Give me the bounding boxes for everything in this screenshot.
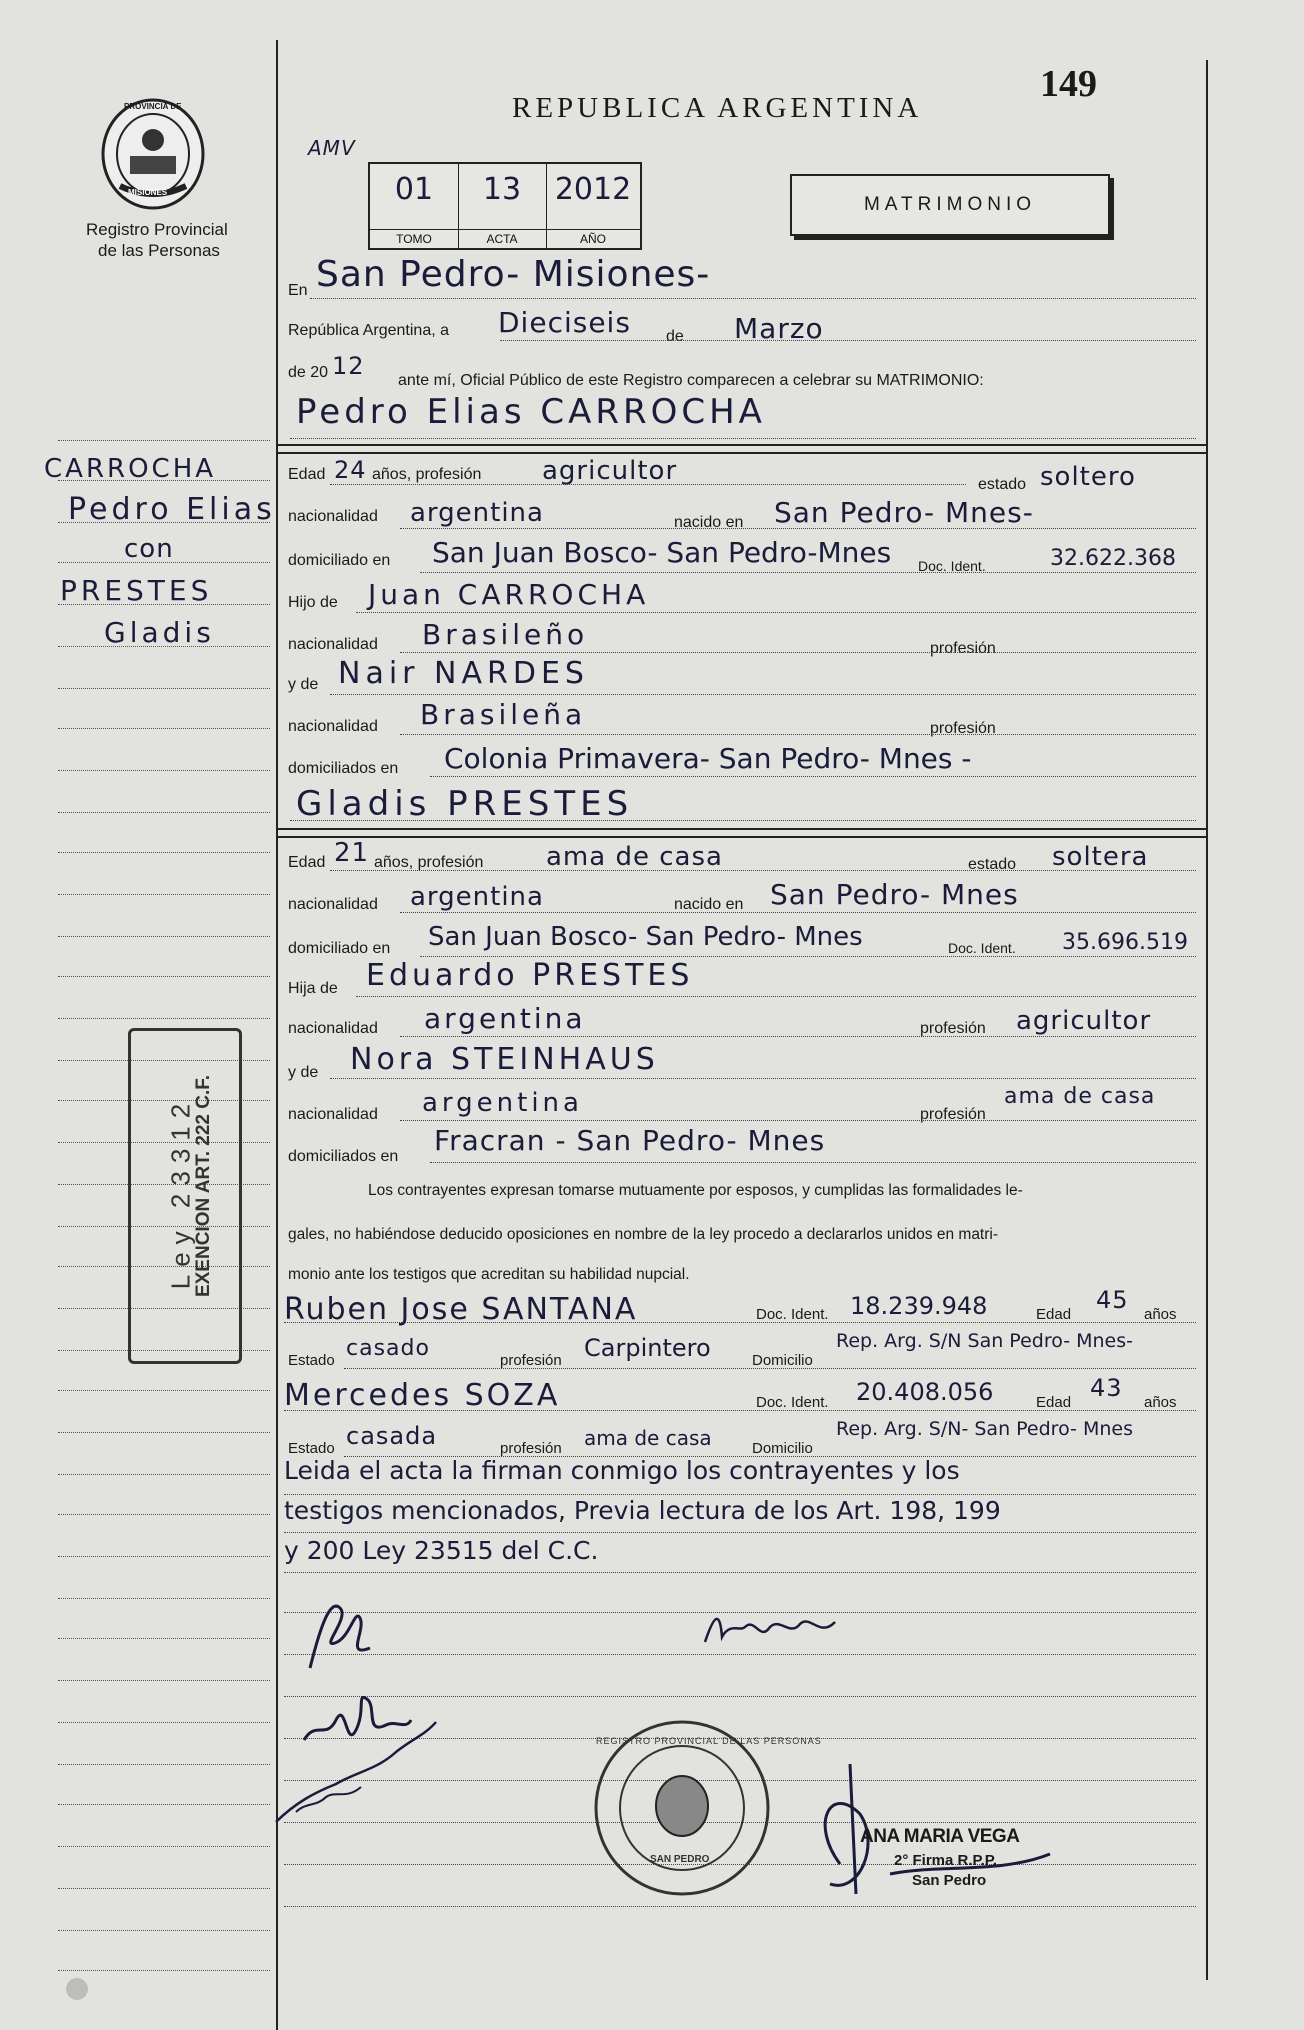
right-border	[1206, 60, 1208, 1980]
groom-mother-nationality: Brasileña	[420, 698, 587, 731]
bride-doc: 35.696.519	[1062, 930, 1188, 955]
groom-mother-nac-label: nacionalidad	[288, 718, 378, 735]
bride-nationality: argentina	[410, 882, 544, 912]
witness2-estado-label: Estado	[288, 1440, 335, 1457]
tomo-value: 01	[394, 172, 434, 207]
day-value: Dieciseis	[498, 306, 631, 339]
witness2-status: casada	[346, 1422, 438, 1450]
seal-bottom-text: MISIONES	[128, 188, 168, 197]
bride-address: San Juan Bosco- San Pedro- Mnes	[428, 922, 863, 952]
seal-top-text: PROVINCIA DE	[124, 102, 182, 111]
witness1-prof-label: profesión	[500, 1352, 562, 1369]
record-type-box	[790, 174, 1110, 236]
anio-label: AÑO	[546, 229, 640, 248]
margin-bride-surname: PRESTES	[60, 574, 213, 607]
republica-label: República Argentina, a	[288, 322, 449, 339]
witness2-address: Rep. Arg. S/N- San Pedro- Mnes	[836, 1418, 1133, 1440]
margin-groom-surname: CARROCHA	[44, 454, 217, 484]
punch-hole	[66, 1978, 88, 2000]
witness1-doc: 18.239.948	[850, 1292, 988, 1320]
witness2-edad-label: Edad	[1036, 1394, 1072, 1411]
witness1-address: Rep. Arg. S/N San Pedro- Mnes-	[836, 1330, 1133, 1352]
stamp-law: Ley 23312	[165, 1095, 196, 1290]
witness1-dom-label: Domicilio	[752, 1352, 813, 1369]
witness2-profession: ama de casa	[584, 1426, 712, 1450]
groom-doc-label: Doc. Ident.	[918, 558, 986, 574]
registry-name-line2: de las Personas	[98, 241, 220, 260]
exemption-stamp	[128, 1028, 242, 1364]
witness2-anos-label: años	[1144, 1394, 1177, 1411]
witness1-status: casado	[346, 1336, 430, 1361]
groom-profesion-label: años, profesión	[372, 466, 482, 483]
bride-father-profession: agricultor	[1016, 1006, 1152, 1036]
groom-mother-prof-label: profesión	[930, 720, 996, 737]
bride-father-prof-label: profesión	[920, 1020, 986, 1037]
bride-nacido-label: nacido en	[674, 896, 744, 913]
witness2-age: 43	[1090, 1374, 1123, 1402]
bride-signature-icon	[700, 1602, 840, 1652]
groom-hijo-label: Hijo de	[288, 594, 338, 611]
bride-domicilio-label: domiciliado en	[288, 940, 391, 957]
official-name: ANA MARIA VEGA	[860, 1826, 1020, 1847]
witness2-dom-label: Domicilio	[752, 1440, 813, 1457]
stamp-exemption: EXENCION ART. 222 C.F.	[193, 1074, 214, 1298]
tomo-label: TOMO	[370, 229, 458, 248]
witness2-prof-label: profesión	[500, 1440, 562, 1457]
margin-bride-name: Gladis	[104, 616, 215, 649]
bride-yde-label: y de	[288, 1064, 319, 1081]
groom-parents-dom-label: domiciliados en	[288, 760, 399, 777]
page-number: 149	[1040, 63, 1097, 105]
closing-line2: testigos mencionados, Previa lectura de los Art. 198, 199	[284, 1496, 1001, 1525]
round-seal-bottom: SAN PEDRO	[650, 1854, 710, 1865]
closing-line1: Leida el acta la firman conmigo los contrayentes y los	[284, 1456, 960, 1485]
witness1-anos-label: años	[1144, 1306, 1177, 1323]
groom-profession: agricultor	[542, 456, 678, 486]
record-type: MATRIMONIO	[863, 194, 1037, 215]
year-prefix: de 20	[288, 364, 329, 381]
bride-mother-profession: ama de casa	[1004, 1084, 1156, 1109]
bride-parents-address: Fracran - San Pedro- Mnes	[434, 1124, 826, 1157]
groom-father-nationality: Brasileño	[422, 618, 589, 651]
groom-nacido-label: nacido en	[674, 514, 744, 531]
bride-father-nationality: argentina	[424, 1002, 586, 1035]
anio-value: 2012	[554, 172, 632, 207]
bride-profesion-label: años, profesión	[374, 854, 484, 871]
witness2-signature-icon	[266, 1712, 446, 1832]
groom-yde-label: y de	[288, 676, 319, 693]
groom-estado-label: estado	[978, 476, 1027, 493]
groom-parents-address: Colonia Primavera- San Pedro- Mnes -	[444, 742, 972, 775]
republic-heading: REPUBLICA ARGENTINA	[512, 92, 923, 124]
bride-mother: Nora STEINHAUS	[350, 1042, 659, 1077]
closing-line3: y 200 Ley 23515 del C.C.	[284, 1536, 599, 1565]
witness1-age: 45	[1096, 1286, 1129, 1314]
bride-mother-nac-label: nacionalidad	[288, 1106, 378, 1123]
bride-father: Eduardo PRESTES	[366, 958, 694, 993]
groom-marital-status: soltero	[1040, 462, 1136, 492]
witness2-doc: 20.408.056	[856, 1378, 994, 1406]
official-title: 2° Firma R.P.P.	[894, 1852, 998, 1869]
bride-full-name: Gladis PRESTES	[296, 784, 634, 824]
ante-text: ante mí, Oficial Público de este Registro comparecen a celebrar su MATRIMONIO:	[398, 372, 984, 389]
de-label-month: de	[666, 328, 684, 345]
groom-nacionalidad-label: nacionalidad	[288, 508, 378, 525]
groom-age: 24	[334, 456, 367, 484]
groom-signature-icon	[300, 1588, 380, 1678]
clerk-initials: AMV	[308, 136, 356, 160]
place-value: San Pedro- Misiones-	[316, 254, 711, 295]
bride-parents-dom-label: domiciliados en	[288, 1148, 399, 1165]
witness1-edad-label: Edad	[1036, 1306, 1072, 1323]
bride-edad-label: Edad	[288, 854, 326, 871]
margin-con: con	[124, 534, 174, 564]
declaration-line3: monio ante los testigos que acreditan su habilidad nupcial.	[288, 1266, 690, 1283]
bride-hija-label: Hija de	[288, 980, 338, 997]
witness1-profession: Carpintero	[584, 1334, 711, 1362]
registry-name-line1: Registro Provincial	[86, 220, 228, 239]
bride-father-nac-label: nacionalidad	[288, 1020, 378, 1037]
round-seal-outer: REGISTRO PROVINCIAL DE LAS PERSONAS	[596, 1736, 822, 1746]
groom-father-nac-label: nacionalidad	[288, 636, 378, 653]
groom-doc: 32.622.368	[1050, 546, 1176, 571]
groom-full-name: Pedro Elias CARROCHA	[296, 392, 766, 432]
declaration-line2: gales, no habiéndose deducido oposiciones en nombre de la ley procedo a declararlos unidos en matri-	[288, 1226, 999, 1243]
groom-father: Juan CARROCHA	[368, 578, 650, 611]
groom-father-prof-label: profesión	[930, 640, 996, 657]
bride-profession: ama de casa	[546, 842, 723, 872]
bride-marital-status: soltera	[1052, 842, 1149, 872]
declaration-line1: Los contrayentes expresan tomarse mutuamente por esposos, y cumplidas las formalidades le-	[368, 1182, 1023, 1199]
groom-nationality: argentina	[410, 498, 544, 528]
groom-address: San Juan Bosco- San Pedro-Mnes	[432, 536, 892, 569]
acta-value: 13	[482, 172, 522, 207]
record-number-box	[368, 162, 642, 250]
witness2-name: Mercedes SOZA	[284, 1378, 561, 1413]
bride-born-in: San Pedro- Mnes	[770, 878, 1019, 911]
bride-age: 21	[334, 838, 370, 868]
bride-doc-label: Doc. Ident.	[948, 940, 1016, 956]
groom-mother: Nair NARDES	[338, 656, 589, 691]
year-suffix: 12	[332, 352, 365, 380]
groom-domicilio-label: domiciliado en	[288, 552, 391, 569]
acta-label: ACTA	[458, 229, 546, 248]
bride-mother-prof-label: profesión	[920, 1106, 986, 1123]
groom-born-in: San Pedro- Mnes-	[774, 496, 1034, 529]
witness1-name: Ruben Jose SANTANA	[284, 1292, 638, 1327]
margin-groom-names: Pedro Elias	[68, 492, 276, 527]
groom-edad-label: Edad	[288, 466, 326, 483]
en-label: En	[288, 282, 308, 299]
month-value: Marzo	[734, 312, 824, 345]
witness1-doc-label: Doc. Ident.	[756, 1306, 829, 1323]
witness2-doc-label: Doc. Ident.	[756, 1394, 829, 1411]
official-place: San Pedro	[912, 1872, 987, 1889]
bride-nacionalidad-label: nacionalidad	[288, 896, 378, 913]
bride-mother-nationality: argentina	[422, 1088, 583, 1118]
witness1-estado-label: Estado	[288, 1352, 335, 1369]
bride-estado-label: estado	[968, 856, 1017, 873]
